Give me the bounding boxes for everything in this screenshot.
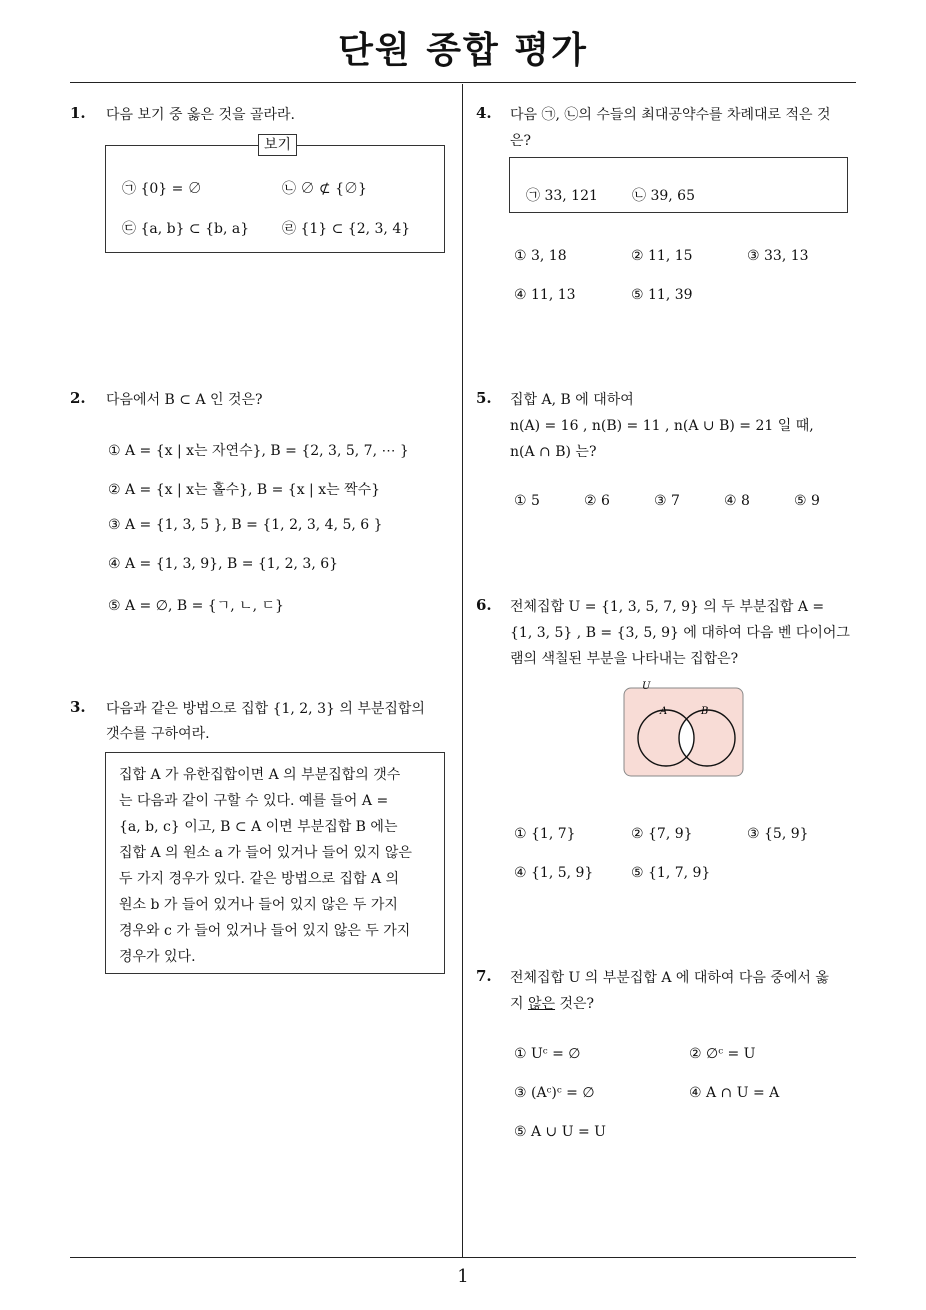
venn-diagram	[622, 680, 746, 780]
question-6-text-line1: 전체집합 U = {1, 3, 5, 7, 9} 의 두 부분집합 A =	[510, 599, 825, 615]
venn-label-b: B	[701, 706, 709, 717]
q3-box-line-4: 집합 A 의 원소 a 가 들어 있거나 들어 있지 않은	[119, 845, 412, 861]
question-4-number: 4.	[476, 104, 492, 122]
q3-info-box	[105, 752, 445, 974]
q5-option-4[interactable]: ④ 8	[724, 493, 750, 509]
question-4-text-line2: 은?	[510, 133, 532, 149]
question-5-text-line2: n(A) = 16 , n(B) = 11 , n(A ∪ B) = 21 일 때,	[510, 418, 814, 434]
footer-rule	[70, 1257, 856, 1258]
q4-box-item-1: ㉠ 33, 121	[526, 188, 598, 204]
question-5-text-line3: n(A ∩ B) 는?	[510, 444, 597, 460]
q1-bogi-label: 보기	[258, 134, 297, 156]
q1-item-2: ㉡ ∅ ⊄ {∅}	[282, 181, 367, 197]
q5-option-3[interactable]: ③ 7	[654, 493, 680, 509]
q7-option-3[interactable]: ③ (Aᶜ)ᶜ = ∅	[514, 1085, 595, 1101]
q2-option-3[interactable]: ③ A = {1, 3, 5 }, B = {1, 2, 3, 4, 5, 6 }	[108, 517, 383, 533]
column-divider	[462, 84, 463, 1258]
question-1-text: 다음 보기 중 옳은 것을 골라라.	[106, 107, 295, 123]
q7-option-1[interactable]: ① Uᶜ = ∅	[514, 1046, 581, 1062]
question-7-number: 7.	[476, 967, 492, 985]
q4-option-5[interactable]: ⑤ 11, 39	[631, 287, 693, 303]
q7-option-2[interactable]: ② ∅ᶜ = U	[689, 1046, 756, 1062]
q4-option-4[interactable]: ④ 11, 13	[514, 287, 576, 303]
q6-option-5[interactable]: ⑤ {1, 7, 9}	[631, 865, 711, 881]
q3-box-line-8: 경우가 있다.	[119, 949, 196, 965]
q3-box-line-7: 경우와 c 가 들어 있거나 들어 있지 않은 두 가지	[119, 923, 411, 939]
question-2-number: 2.	[70, 389, 86, 407]
q3-box-line-3: {a, b, c} 이고, B ⊂ A 이면 부분집합 B 에는	[119, 819, 398, 835]
question-2-text: 다음에서 B ⊂ A 인 것은?	[106, 392, 263, 408]
page-title: 단원 종합 평가	[338, 30, 588, 71]
q5-option-1[interactable]: ① 5	[514, 493, 540, 509]
q5-option-2[interactable]: ② 6	[584, 493, 610, 509]
question-6-text-line2: {1, 3, 5} , B = {3, 5, 9} 에 대하여 다음 벤 다이어그	[510, 625, 850, 641]
q1-item-1: ㉠ {0} = ∅	[122, 181, 202, 197]
question-7-text-line1: 전체집합 U 의 부분집합 A 에 대하여 다음 중에서 옳	[510, 970, 829, 986]
q7-option-5[interactable]: ⑤ A ∪ U = U	[514, 1124, 606, 1140]
q7-text-post: 것은?	[555, 996, 595, 1012]
q7-option-4[interactable]: ④ A ∩ U = A	[689, 1085, 780, 1101]
q2-option-4[interactable]: ④ A = {1, 3, 9}, B = {1, 2, 3, 6}	[108, 556, 339, 572]
q6-option-3[interactable]: ③ {5, 9}	[747, 826, 809, 842]
q6-option-2[interactable]: ② {7, 9}	[631, 826, 693, 842]
q2-option-5[interactable]: ⑤ A = ∅, B = {ㄱ, ㄴ, ㄷ}	[108, 598, 284, 614]
question-5-text-line1: 집합 A, B 에 대하여	[510, 392, 634, 408]
q7-text-underlined: 않은	[527, 996, 556, 1012]
q3-box-line-1: 집합 A 가 유한집합이면 A 의 부분집합의 갯수	[119, 767, 401, 783]
q4-box-item-2: ㉡ 39, 65	[632, 188, 695, 204]
q6-option-4[interactable]: ④ {1, 5, 9}	[514, 865, 594, 881]
question-1-number: 1.	[70, 104, 86, 122]
venn-label-u: U	[642, 681, 651, 692]
question-5-number: 5.	[476, 389, 492, 407]
q4-option-3[interactable]: ③ 33, 13	[747, 248, 809, 264]
venn-label-a: A	[660, 706, 668, 717]
q1-item-3: ㉢ {a, b} ⊂ {b, a}	[122, 221, 250, 237]
question-3-number: 3.	[70, 698, 86, 716]
q7-text-pre: 지	[510, 996, 528, 1012]
q3-box-line-6: 원소 b 가 들어 있거나 들어 있지 않은 두 가지	[119, 897, 398, 913]
q4-option-1[interactable]: ① 3, 18	[514, 248, 567, 264]
header-rule	[70, 82, 856, 83]
question-3-text-line1: 다음과 같은 방법으로 집합 {1, 2, 3} 의 부분집합의	[106, 701, 425, 717]
q6-option-1[interactable]: ① {1, 7}	[514, 826, 576, 842]
q3-box-line-2: 는 다음과 같이 구할 수 있다. 예를 들어 A =	[119, 793, 389, 809]
q1-item-4: ㉣ {1} ⊂ {2, 3, 4}	[282, 221, 411, 237]
question-7-text-line2	[510, 993, 594, 1013]
page-number: 1	[457, 1266, 469, 1287]
q2-option-1[interactable]: ① A = {x | x는 자연수}, B = {2, 3, 5, 7, ⋯ }	[108, 443, 409, 459]
question-6-number: 6.	[476, 596, 492, 614]
q4-option-2[interactable]: ② 11, 15	[631, 248, 693, 264]
question-6-text-line3: 램의 색칠된 부분을 나타내는 집합은?	[510, 651, 739, 667]
q5-option-5[interactable]: ⑤ 9	[794, 493, 820, 509]
question-3-text-line2: 갯수를 구하여라.	[106, 726, 210, 742]
q3-box-line-5: 두 가지 경우가 있다. 같은 방법으로 집합 A 의	[119, 871, 400, 887]
question-4-text-line1: 다음 ㉠, ㉡의 수들의 최대공약수를 차례대로 적은 것	[510, 107, 831, 123]
q2-option-2[interactable]: ② A = {x | x는 홀수}, B = {x | x는 짝수}	[108, 482, 381, 498]
